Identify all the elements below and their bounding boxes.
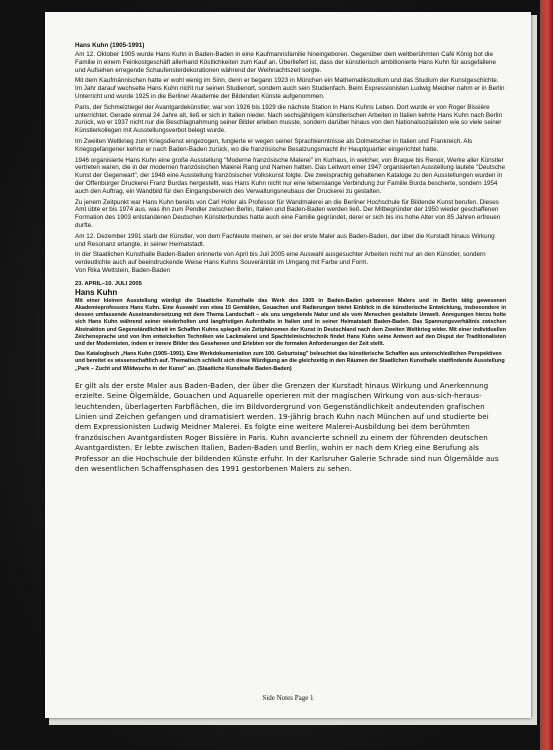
clipping-body: Mit einer kleinen Ausstellung würdigt die Staatliche Kunsthalle das Werk des 1905 in Baden-Baden geborenen Malers und in Berlin tätig gewesenen Akademieprofessors Hans Kuhn. Eine Auswahl von etwa 15 Gemälden, Gouachen und Radierungen bietet Einblick in die künstlerische Entwicklung, insbesondere in dessen umfassende Auseinandersetzung mit dem Thema Landschaft – als uns umgebende Natur und als vom Menschen gestaltete Umwelt. Anregungen hierzu holte sich Hans Kuhn während seiner wiederholten und langfristigen Aufenthalte in Italien und in seiner Heimatstadt Baden-Baden. Das Spannungsverhältnis zwischen Abstraktion und Gegenständlichkeit im Schaffen Kuhns spiegelt ein Zeitphänomen der Kunst in Deutschland nach dem Zweiten Weltkrieg wider. Mit einer individuellen Zeichensprache und von ihm entwickelten Techniken wie Lackmalerei und Spachtelmischtechnik findet Hans Kuhn seine Antwort auf den Disput der Traditionalisten und der Modernisten, indem er innere Bilder des Gesehenen und Erlebten vor die formalen Anforderungen der Zeit stellt.	[75, 297, 506, 347]
red-edge-strip	[540, 0, 553, 750]
newspaper-clipping	[75, 281, 506, 373]
author-signature: Von Rika Wettstein, Baden-Baden	[75, 266, 171, 274]
paragraph: Paris, der Schmelztiegel der Avantgardekünstler, war von 1926 bis 1929 die nächste Station in Hans Kuhns Leben. Dort wurde er von Roger Bissière unterrichtet. Gerade einmal 24 Jahre alt, ließ er sich in Italien nieder. Nach sechsjährigem künstlerischen Arbeiten in Italien kehrte Hans Kuhn nach Berlin zurück, wo er 1937 nicht nur die Beschlagnahmung seiner Bilder erleben musste, sondern darüber hinaus von den Nationalsozialisten wie so viele seiner Künstlerkollegen mit Ausstellungsverbot belegt wurde.	[75, 103, 503, 135]
paragraph: Am 12. Oktober 1905 wurde Hans Kuhn in Baden-Baden in eine Kaufmannsfamilie hineingeboren. Gegenüber dem weltberühmten Café König bot die Familie in einem Feinkostgeschäft allerhand Köstlichkeiten zum Kauf an. Überliefert ist, dass der künstlerisch ambitionierte Hans Kuhn für ausgefallene und Aufsehen erregende Schaufensterdekorationen während der Weihnachtszeit sorgte.	[75, 51, 497, 74]
clipping-catalog-note: Das Katalogbuch „Hans Kuhn (1905–1991). Eine Werkdokumentation zum 100. Geburtstag" beleuchtet das künstlerische Schaffen aus unterschiedlichen Perspektiven und bereitet es wissenschaftlich auf. Thematisch schließt sich diese Würdigung an die gleichzeitig in den Räumen der Staatlichen Kunsthalle stattfindende Ausstellung „Park – Zucht und Wildwuchs in der Kunst" an. (Staatliche Kunsthalle Baden-Baden)	[75, 351, 505, 372]
clipping-date: 23. APRIL–10. JULI 2005	[75, 280, 142, 287]
page-footer: Side Notes Page 1	[262, 694, 314, 702]
document-page	[45, 12, 531, 718]
paragraph: In der Staatlichen Kunsthalle Baden-Baden erinnerte von April bis Juli 2005 eine Auswahl ausgesuchter Arbeiten nicht nur an den Künstler, sondern verdeutlichte auch auf beeindruckende Weise Hans Kuhns Souveränität im Umgang mit Farbe und Form.	[75, 251, 486, 267]
paragraph: Zu jenem Zeitpunkt war Hans Kuhn bereits von Carl Hofer als Professor für Wandmalerei an die Berliner Hochschule für Bildende Kunst berufen. Dieses Amt übte er bis 1974 aus, was ihn zum Pendler zwischen Berlin, Italien und Baden-Baden werden ließ. Der Mitbegründer der 1950 wieder geschaffenen Formation des 1903 entstandenen Deutschen Künstlerbundes hatte auch eine Familie gegründet, derer er sich bis ins hohe Alter von 85 Jahren erfreuen durfte.	[75, 198, 501, 229]
article-title: Hans Kuhn (1905-1991)	[75, 42, 145, 49]
paragraph: Mit dem Kaufmännischen hatte er wohl wenig im Sinn, denn er begann 1923 in München ein Mathematikstudium und das Studium der Kunstgeschichte. Im Jahr darauf wechselte Hans Kuhn nicht nur seinen Studienort, sondern auch sein Studienfach. Beim Expressionisten Ludwig Meidner nahm er in Berlin Unterricht und wurde 1925 in die Berliner Akademie der Bildenden Künste aufgenommen.	[75, 77, 505, 100]
page-content	[75, 42, 506, 474]
closing-text: Er gilt als der erste Maler aus Baden-Baden, der über die Grenzen der Kurstadt hinaus Wirkung und Anerkennung erzielte. Seine Ölgemälde, Gouachen und Aquarelle operieren mit der magischen Wirkung von aus-sich-heraus-leuchtenden, überlagerten Farbflächen, die im Bildvordergrund von Gegenständlichkeit andeutenden grafischen Linien und Zeichen gefangen und dramatisiert werden. 19-jährig brach Kuhn nach München auf und studierte bei dem Expressionisten Ludwig Meidner Malerei. Es folgte eine weitere Malerei-Ausbildung bei dem berühmten französischen Avantgardisten Roger Bissière in Paris. Kuhn avancierte schnell zu einem der führenden deutschen Avantgardisten. Er lebte zwischen Italien, Baden-Baden und Berlin, wohin er nach dem Krieg eine Berufung als Professor an die Hochschule der bildenden Künste erfuhr. In der Karlsruher Galerie Schrade sind nun Ölgemälde aus den wesentlichen Schaffensphasen des 1991 gestorbenen Malers zu sehen.	[75, 380, 499, 473]
clipping-heading: Hans Kuhn	[75, 287, 118, 297]
paragraph: 1946 organisierte Hans Kuhn eine große Ausstellung "Moderne französische Malerei" im Kurhaus, in welcher, von Braque bis Renoir, Werke aller Künstler vertreten waren, die in der modernen französischen Malerei Rang und Namen hatten. Das Leitwort einer 1947 organisierten Ausstellung lautete "Deutsche Kunst der Gegenwart", der 1948 eine Ausstellung französischer Volkskunst folgte. Die zweisprachig gehaltenen Kataloge zu den Ausstellungen wurden in der Offenburger Druckerei Franz Burdas hergestellt, was Hans Kuhn nicht nur eine lebenslange Verbindung zur Familie Burda bescherte, sondern 1954 auch den Auftrag, ein Wandbild für den Eingangsbereich des Verwaltungsneubaus der Druckerei zu gestalten.	[75, 156, 505, 195]
paragraph: Im Zweiten Weltkrieg zum Kriegsdienst eingezogen, fungierte er wegen seiner Sprachkenntnisse als Dolmetscher in Italien und Frankreich. Als Kriegsgefangener kehrte er nach Baden-Baden zurück, wo die französische Besatzungsmacht ihr Hauptquartier eingerichtet hatte.	[75, 137, 473, 153]
paragraph: Am 12. Dezember 1991 starb der Künstler, von dem Fachleute meinen, er sei der erste Maler aus Baden-Baden, der über die Kurstadt hinaus Wirkung und Resonanz erlangte, in seiner Heimatstadt.	[75, 232, 495, 248]
